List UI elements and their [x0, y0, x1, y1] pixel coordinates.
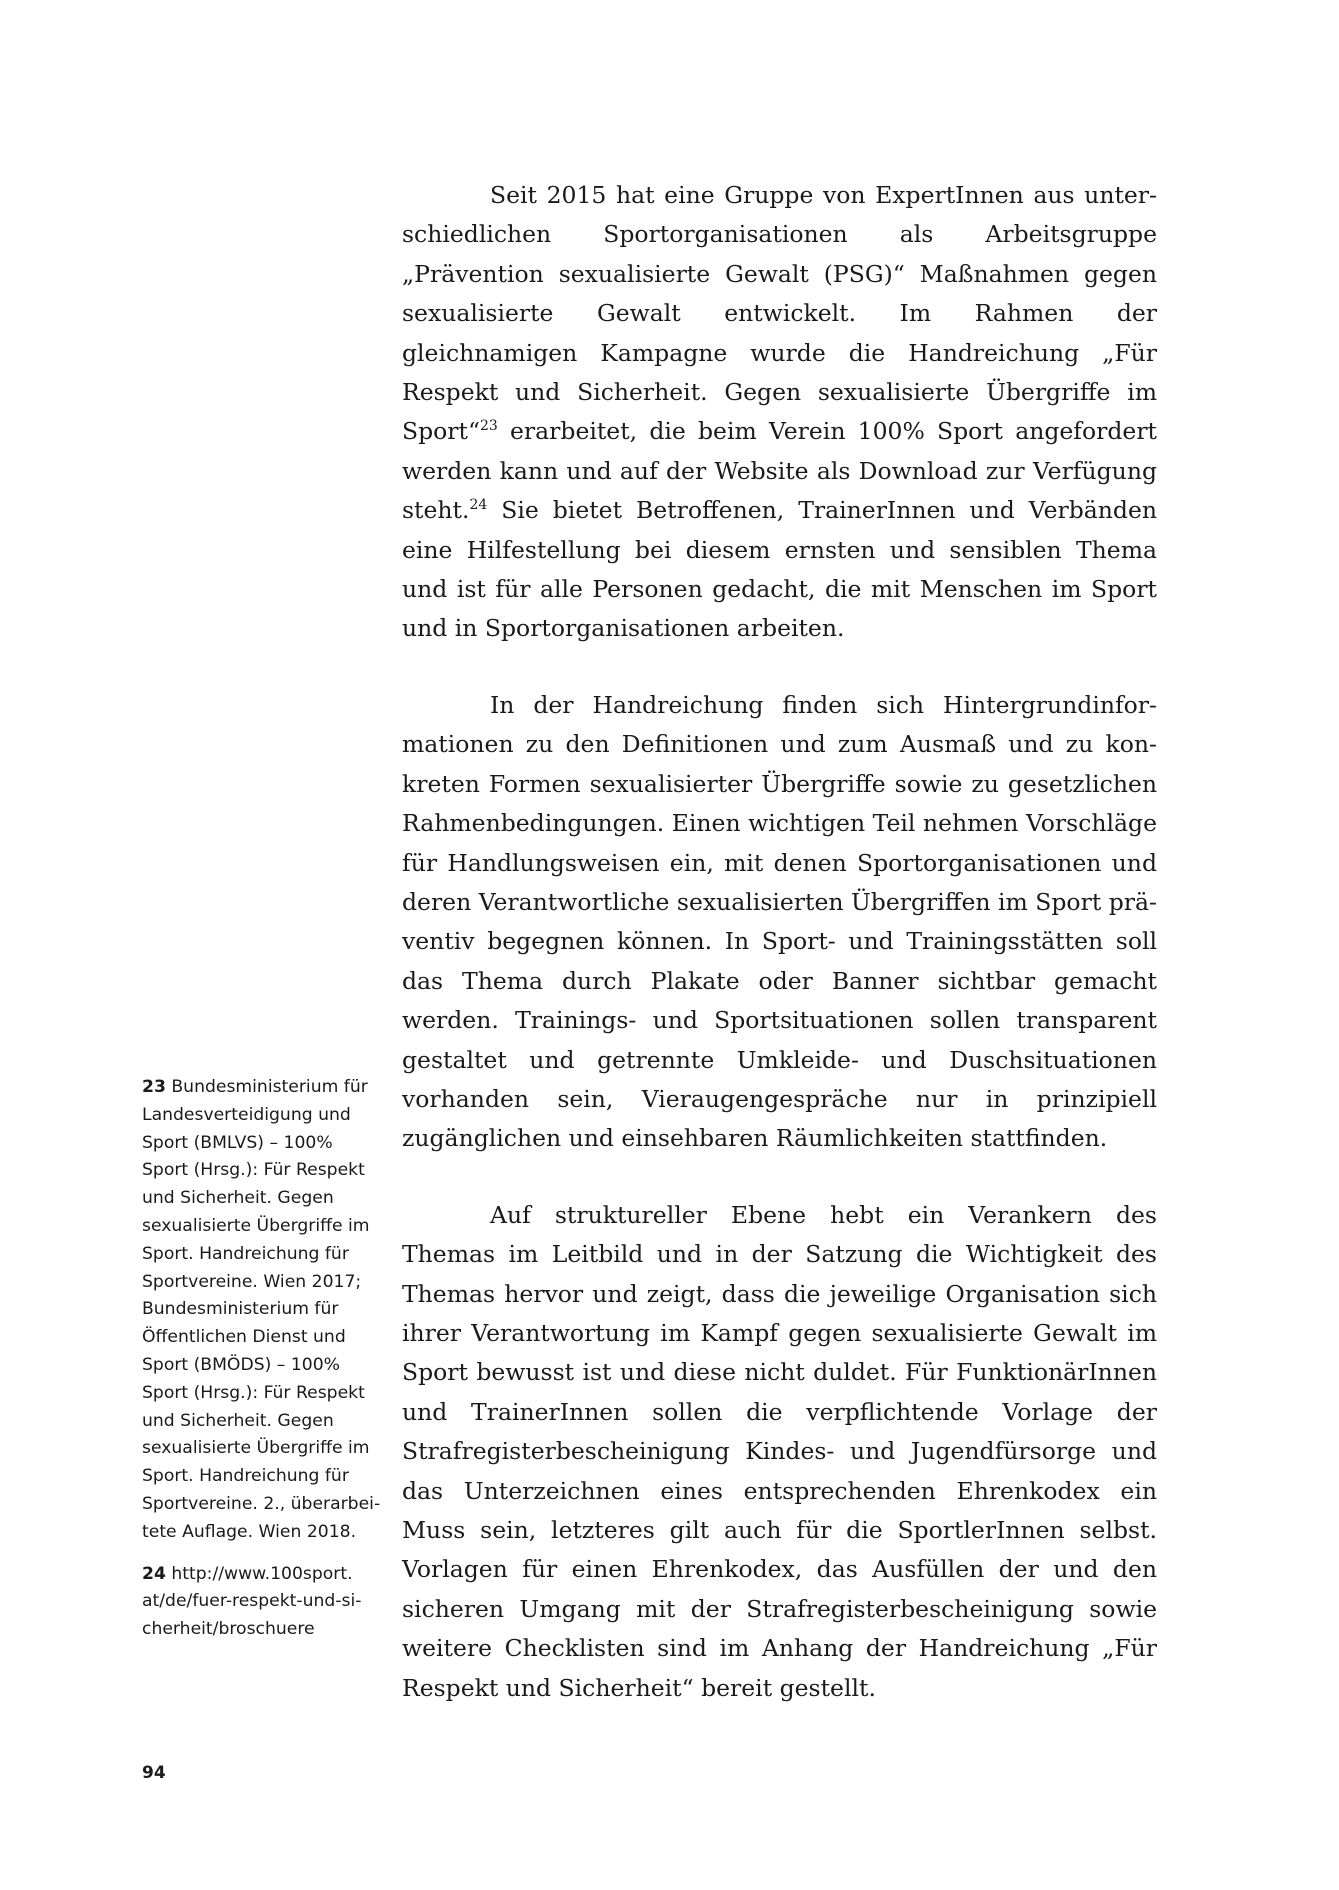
footnote-reference[interactable]: 23	[479, 418, 498, 435]
footnote-url[interactable]: http://www.100sport.​at/de/fuer-respekt-und-sicherheit/broschuere	[142, 1563, 362, 1640]
footnote	[142, 1074, 382, 1547]
body-paragraph: In der Handreichung finden sich Hintergrundinformationen zu den Definitionen und zum Ausmaß und zu konkreten Formen sexualisierter Übergriffe sowie zu gesetzlichen Rahmenbedingungen. Einen wichtigen Teil nehmen Vorschläge für Handlungsweisen ein, mit denen Sportorganisationen und deren Verantwortliche sexualisierten Übergriffen im Sport präventiv begegnen können. In Sport- und Trainingsstätten soll das Thema durch Plakate oder Banner sichtbar gemacht werden. Trainings- und Sportsituationen sollen transparent gestaltet und getrennte Umkleide- und Duschsituationen vorhanden sein, Vieraugengespräche nur in prinzipiell zugänglichen und einsehbaren Räumlichkeiten stattfinden.	[402, 690, 1157, 1153]
body-paragraph	[402, 176, 1157, 649]
main-text-column	[402, 176, 1157, 1708]
paragraph-text: Seit 2015 hat eine Gruppe von ExpertInnen aus unterschiedlichen Sportorganisationen als Arbeitsgruppe „Prävention sexualisierte Gewalt (PSG)“ Maßnahmen gegen sexualisierte Gewalt entwickelt. Im Rahmen der gleichnamigen Kampagne wurde die Handreichung „Für Respekt und Sicherheit. Gegen sexualisierte Übergriffe im Sport“	[402, 181, 1157, 446]
paragraph-text: erarbeitet, die beim Verein 100% Sport angefordert werden kann und auf der Website als Download zur Verfügung steht.	[402, 417, 1157, 525]
paragraph-text: Sie bietet Betroffenen, TrainerInnen und Verbänden eine Hilfestellung bei diesem ernsten und sensiblen Thema und ist für alle Personen gedacht, die mit Menschen im Sport und in Sportorganisationen arbeiten.	[402, 496, 1157, 643]
footnotes-column	[142, 1074, 382, 1658]
footnote-reference[interactable]: 24	[469, 497, 488, 514]
footnote-number: 23	[142, 1077, 166, 1097]
footnote-text: Bundesministerium für Landesverteidigung und Sport (BMLVS) – 100% Sport (Hrsg.): Für Respekt und Sicherheit. Gegen sexualisierte Übergriffe im Sport. Handreichung für Sportvereine. Wien 2017; Bundesministerium für Öffentlichen Dienst und Sport (BMÖDS) – 100% Sport (Hrsg.): Für Respekt und Sicherheit. Gegen sexualisierte Übergriffe im Sport. Handreichung für Sportvereine. 2., überarbeitete Auflage. Wien 2018.	[142, 1077, 381, 1542]
footnote	[142, 1561, 382, 1644]
body-paragraph: Auf struktureller Ebene hebt ein Verankern des Themas im Leitbild und in der Satzung die Wichtigkeit des Themas hervor und zeigt, dass die jeweilige Organisation sich ihrer Verantwortung im Kampf gegen sexualisierte Gewalt im Sport bewusst ist und diese nicht duldet. Für FunktionärInnen und TrainerInnen sollen die verpflichtende Vorlage der Strafregisterbescheinigung Kindes- und Jugendfürsorge und das Unterzeichnen eines entsprechenden Ehrenkodex ein Muss sein, letzteres gilt auch für die SportlerInnen selbst. Vorlagen für einen Ehrenkodex, das Ausfüllen der und den sicheren Umgang mit der Strafregisterbescheinigung sowie weitere Checklisten sind im Anhang der Handreichung „Für Respekt und Sicherheit“ bereit gestellt.	[402, 1200, 1157, 1702]
page-number: 94	[142, 1763, 166, 1783]
footnote-number: 24	[142, 1563, 166, 1584]
